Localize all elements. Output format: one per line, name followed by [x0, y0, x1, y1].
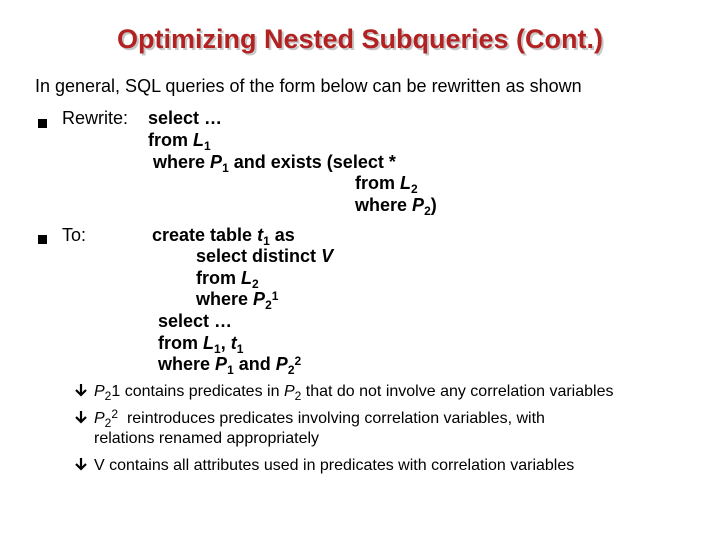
to-label: To: — [62, 225, 87, 245]
slide-title: Optimizing Nested Subqueries (Cont.) — [116, 24, 603, 54]
to-from-line: from $L_2$ — [196, 268, 259, 291]
to-create-line: create table $t_1$ as — [152, 225, 295, 248]
note-2: $P_2^2$ reintroduces predicates involving correlation variables, with — [94, 407, 545, 430]
rewrite-from-line: from $L_1$ — [148, 130, 211, 153]
intro-text: In general, SQL queries of the form below can be rewritten as shown — [35, 76, 582, 96]
to-where2-line: where $P_1$ and $P_2^2$ — [158, 354, 302, 377]
arrow-icon — [74, 457, 88, 475]
bullet-square-icon — [38, 114, 47, 132]
bullet-square-icon — [38, 231, 47, 248]
to-select-distinct-line: select distinct V — [196, 246, 334, 266]
rewrite-where-line: where $P_1$ and exists (select * — [153, 152, 396, 175]
to-from2-line: from $L_1$, $t_1$ — [158, 333, 244, 356]
to-select-line: select … — [158, 311, 233, 331]
rewrite-label: Rewrite: — [62, 108, 129, 128]
note-3: V contains all attributes used in predicates with correlation variables — [94, 457, 575, 474]
arrow-icon — [74, 410, 88, 428]
note-2-continuation: relations renamed appropriately — [94, 430, 320, 447]
rewrite-select-line: select … — [148, 108, 223, 128]
rewrite-inner-from-line: from $L_2$ — [355, 173, 418, 196]
to-where-line: where $P_2^1$ — [196, 289, 279, 312]
rewrite-inner-where-line: where $P_2$) — [355, 195, 437, 218]
note-1: $P_21$ contains predicates in $P_2$ that do not involve any correlation variables — [94, 383, 614, 403]
arrow-icon — [74, 383, 88, 401]
